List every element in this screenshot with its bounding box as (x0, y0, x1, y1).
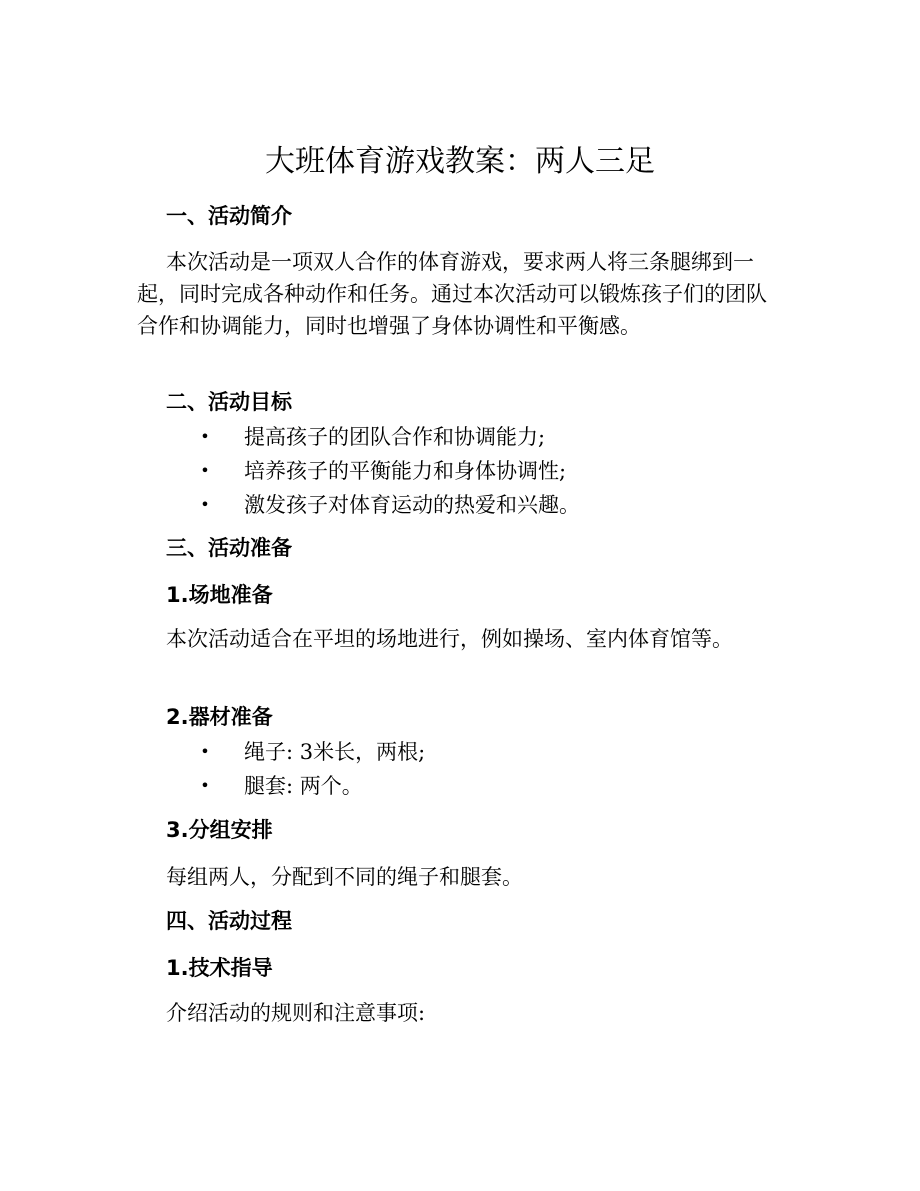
list-item-text: 培养孩子的平衡能力和身体协调性; (244, 459, 567, 483)
bullet-icon: • (200, 742, 210, 761)
grouping-paragraph: 每组两人，分配到不同的绳子和腿套。 (166, 865, 523, 889)
document-title: 大班体育游戏教案：两人三足 (265, 144, 655, 179)
list-item (200, 454, 580, 488)
list-item-text: 提高孩子的团队合作和协调能力; (244, 425, 546, 449)
bullet-icon: • (200, 495, 210, 514)
goals-list (200, 420, 580, 522)
venue-paragraph: 本次活动适合在平坦的场地进行，例如操场、室内体育馆等。 (166, 627, 733, 651)
list-item (200, 420, 580, 454)
equipment-list (200, 735, 425, 803)
subheading-grouping: 3.分组安排 (166, 818, 273, 842)
list-item-text: 绳子: 3米长，两根; (244, 740, 426, 764)
list-item-text: 腿套: 两个。 (244, 774, 363, 798)
subheading-equipment: 2.器材准备 (166, 705, 273, 729)
list-item (200, 769, 425, 803)
list-item (200, 735, 425, 769)
bullet-icon: • (200, 427, 210, 446)
section-heading-process: 四、活动过程 (166, 909, 292, 933)
subheading-venue: 1.场地准备 (166, 583, 273, 607)
section-heading-prep: 三、活动准备 (166, 536, 292, 560)
list-item-text: 激发孩子对体育运动的热爱和兴趣。 (244, 493, 580, 517)
bullet-icon: • (200, 461, 210, 480)
guidance-paragraph: 介绍活动的规则和注意事项: (166, 1001, 426, 1025)
subheading-guidance: 1.技术指导 (166, 956, 273, 980)
intro-paragraph: 本次活动是一项双人合作的体育游戏，要求两人将三条腿绑到一起，同时完成各种动作和任务。通过本次活动可以锻炼孩子们的团队合作和协调能力，同时也增强了身体协调性和平衡感。 (137, 250, 767, 338)
section-heading-goals: 二、活动目标 (166, 390, 292, 414)
list-item (200, 488, 580, 522)
section-heading-intro: 一、活动简介 (166, 204, 292, 228)
bullet-icon: • (200, 776, 210, 795)
